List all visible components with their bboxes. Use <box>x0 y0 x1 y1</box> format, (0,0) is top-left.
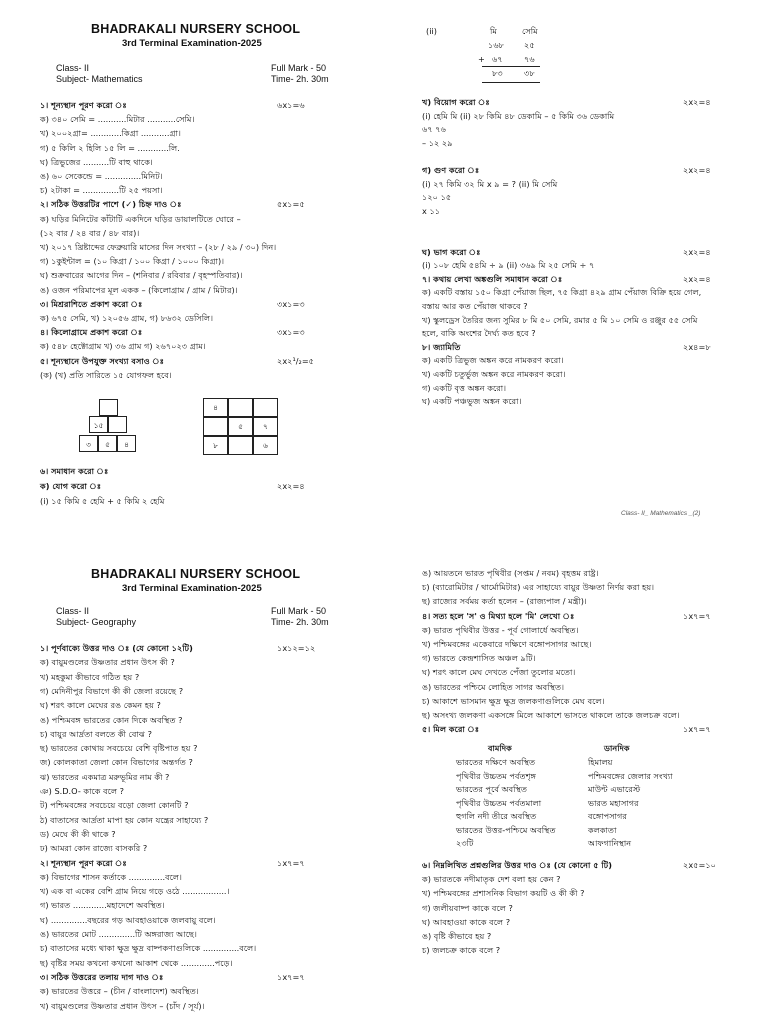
sum-line <box>482 66 540 67</box>
question-line: খ) পশ্চিমবঙ্গের একেবারে দক্ষিণে বঙ্গোপসাগর আছে। <box>422 639 592 649</box>
question-heading: ঘ) ভাগ করো ঃ <box>422 246 481 257</box>
question-line: ঙ) আয়তনে ভারত পৃথিবীর (সপ্তম / নবম) বৃহত্তম রাষ্ট্র। <box>422 568 599 578</box>
pyramid-cell: ৪ <box>117 435 136 452</box>
question-line: ট) পশ্চিমবঙ্গের সবচেয়ে বড়ো জেলা কোনটি ? <box>40 800 189 811</box>
question-heading: ১। পূর্ণবাক্যে উত্তর দাও ঃ (যে কোনো ১২টি) <box>40 643 193 653</box>
addition-value: ৮৩ <box>492 68 503 78</box>
question-heading: ৭। কথায় লেখা অঙ্কগুলি সমাধান করো ঃ <box>422 273 563 284</box>
match-right-item: ভারত মহাসাগর <box>588 797 639 808</box>
marks-label: ২x২=৪ <box>683 246 711 257</box>
question-line: খ) বায়ুমণ্ডলের উষ্ণতার প্রধান উৎস – (চাঁদ / সূর্য)। <box>40 1000 205 1011</box>
question-line: ঘ) ত্রিভুজের ..........টি বাহু থাকে। <box>40 156 153 167</box>
question-line: ক) ভারত পৃথিবীর উত্তর - পূর্ব গোলার্ধে অবস্থিত। <box>422 624 579 635</box>
time-label: Time- 2h. 30m <box>271 617 329 627</box>
question-heading: ৪। সত্য হলে 'স' ও মিথ্যা হলে 'মি' লেখো ঃ <box>422 610 575 621</box>
match-left-item: ভারতের উত্তর-পশ্চিমে অবস্থিত <box>456 824 556 835</box>
subject-label: Subject- Mathematics <box>56 74 143 84</box>
question-line: ঙ) ৬০ সেকেন্ডে = ..............মিনিট। <box>40 171 163 181</box>
match-right-item: বঙ্গোপসাগর <box>588 811 627 821</box>
addition-value: ১৬৮ <box>488 40 504 50</box>
question-line: খ) স্কুলড্রেস তৈরির জন্য সুমির ৮ মি ৫০ সেমি, রমার ৫ মি ১০ সেমি ও রঞ্জুর ৫৫ সেমি <box>422 314 698 325</box>
question-line: গ) একটি বৃত্ত অঙ্কন করো। <box>422 382 507 393</box>
question-line: চ) আকাশে ভাসমান ক্ষুদ্র ক্ষুদ্র জলকণাগুলিকে মেঘ বলে। <box>422 695 605 706</box>
match-header-right: ডানদিক <box>604 743 630 753</box>
plus-sign: + <box>478 54 485 64</box>
class-label: Class- II <box>56 63 90 73</box>
addition-label: (ii) <box>426 26 437 36</box>
match-right-item: হিমালয় <box>588 757 613 767</box>
question-line: খ) ২০১৭ খ্রিষ্টাব্দের ফেব্রুয়ারি মাসের দিন সংখ্যা – (২৮ / ২৯ / ৩০) দিন। <box>40 242 277 252</box>
question-line: ঘ) ..............বছরের গড় আবহাওয়াকে জলবায়ু বলে। <box>40 914 216 925</box>
addition-value: ৬৭ <box>492 54 503 64</box>
match-left-item: ২৩টি <box>456 838 474 848</box>
class-label: Class- II <box>56 606 90 616</box>
question-line: ঝ) ভারতের একমাত্র মরুভূমির নাম কী ? <box>40 771 170 782</box>
match-right-item: কলকাতা <box>588 824 617 835</box>
sum-line <box>482 82 540 83</box>
full-mark-label: Full Mark - 50 <box>271 63 327 73</box>
question-heading: খ) বিয়োগ করো ঃ <box>422 97 490 107</box>
question-line: চ) (ব্যারোমিটার / থার্মোমিটার) এর সাহায্যে বায়ুর উষ্ণতা নির্ণয় করা হয়। <box>422 582 655 593</box>
question-line: গ) জলীয়বাষ্প কাকে বলে ? <box>422 902 513 913</box>
marks-label: ৬x১=৬ <box>277 100 305 110</box>
question-line: ক) ভারতকে নদীমাতৃক দেশ বলা হয় কেন ? <box>422 874 561 885</box>
marks-label: ২x২=৪ <box>683 97 711 107</box>
question-line: ক) বিভাগের শাসন কর্তাকে ..............বলে। <box>40 871 182 882</box>
question-heading: গ) গুণ করো ঃ <box>422 165 480 175</box>
magic-square-cell <box>228 398 253 417</box>
marks-label: ১x৭=৭ <box>277 857 305 868</box>
magic-square-cell <box>253 398 278 417</box>
question-line: ঙ) ভারতের পশ্চিমে লোহিত সাগর অবস্থিত। <box>422 681 565 692</box>
question-line: (i) ২৭ কিমি ৩২ মি x ৯ = ? (ii) মি সেমি <box>422 178 558 189</box>
pyramid-cell: ৫ <box>98 435 117 452</box>
question-heading: ২। শূন্যস্থান পূরণ করো ঃ <box>40 857 127 868</box>
exam-title: 3rd Terminal Examination-2025 <box>122 38 262 49</box>
question-heading: ৬। সমাধান করো ঃ <box>40 466 109 476</box>
magic-square-cell: ৭ <box>253 417 278 436</box>
question-heading: ক) যোগ করো ঃ <box>40 481 102 491</box>
question-line: ঢ) আমরা কোন রাজ্যে বাসকরি ? <box>40 843 148 854</box>
question-line: খ) একটি চতুর্ভুজ অঙ্কন করে নামকরণ করো। <box>422 369 566 379</box>
question-line: খ) পশ্চিমবঙ্গের প্রশাসনিক বিভাগ কয়টি ও কী কী ? <box>422 888 585 899</box>
question-line: গ) ৫ কিলি ২ হিলি ১৫ লি = ............লি. <box>40 142 180 153</box>
match-left-item: পৃথিবীর উচ্চতম পর্বতশৃঙ্গ <box>456 770 536 781</box>
question-line: (i) ১৫ কিমি ৫ হেমি + ৫ কিমি ২ হেমি <box>40 496 165 506</box>
pyramid-cell <box>108 416 127 433</box>
magic-square-cell <box>228 436 253 455</box>
exam-title: 3rd Terminal Examination-2025 <box>122 583 262 594</box>
magic-square-cell: ৬ <box>253 436 278 455</box>
question-line: গ) মেদিনীপুর বিভাগে কী কী জেলা রয়েছে ? <box>40 685 184 696</box>
marks-label: ২x২¹/₂=৫ <box>277 355 314 366</box>
question-line: ঘ) শরৎ কালে মেঘ দেখতে পেঁজা তুলোর মতো। <box>422 667 576 678</box>
marks-label: ৫x১=৫ <box>277 199 305 210</box>
question-line: ক) একটি ত্রিভুজ অঙ্কন করে নামকরণ করো। <box>422 355 564 366</box>
question-line: ঘ) আবহাওয়া কাকে বলে ? <box>422 916 511 927</box>
question-line: গ) ভারত .............মহাদেশে অবস্থিত। <box>40 900 165 911</box>
page-footer: Class- II_ Mathematics _(2) <box>621 510 701 517</box>
magic-square-cell: ৪ <box>203 398 228 417</box>
question-line: ক) ৬৭৫ সেমি, খ) ১২০৫৬ গ্রাম, গ) ৮৬৩২ ডেসিলি। <box>40 313 214 323</box>
question-line: (i) ১০৮ হেমি ৫৪মি ÷ ৯ (ii) ৩৬৯ মি ২৫ সেমি ÷ ৭ <box>422 260 595 271</box>
marks-label: ২x২=৪ <box>683 273 711 284</box>
pyramid-cell: ১৫ <box>89 416 108 433</box>
question-line: ৬৭ ৭৬ <box>422 124 446 135</box>
addition-value: ২৫ <box>524 40 535 50</box>
match-left-item: পৃথিবীর উচ্চতম পর্বতমালা <box>456 797 542 808</box>
question-heading: ৬। নিম্নলিখিত প্রশ্নগুলির উত্তর দাও ঃ (যে কোনো ৫ টি) <box>422 860 612 870</box>
question-line: ঘ) একটি পঞ্চভুজ অঙ্কন করো। <box>422 396 522 407</box>
pyramid-cell: ৩ <box>79 435 98 452</box>
marks-label: ৩x১=৩ <box>277 327 305 338</box>
school-name: BHADRAKALI NURSERY SCHOOL <box>91 22 301 36</box>
question-heading: ৩। মিশ্ররাশিতে প্রকাশ করো ঃ <box>40 298 143 309</box>
question-line: (ক) (খ) প্রতি সারিতে ১৫ যোগফল হবে। <box>40 369 172 380</box>
match-left-item: ভারতের পূর্বে অবস্থিত <box>456 784 528 794</box>
marks-label: ২x২=৪ <box>683 165 711 175</box>
match-left-item: হুগলি নদী তীরে অবস্থিত <box>456 811 537 821</box>
question-line: ঘ) শুক্রবারের আগের দিন – (শনিবার / রবিবার / বৃহস্পতিবার)। <box>40 270 243 281</box>
question-line: ঙ) ভারতের মোট ..............টি অঙ্গরাজ্য আছে। <box>40 929 197 939</box>
marks-label: ১x৭=৭ <box>683 610 711 621</box>
school-name: BHADRAKALI NURSERY SCHOOL <box>91 567 301 581</box>
question-line: খ) এক বা একের বেশি গ্রাম নিয়ে গড়ে ওঠে .................। <box>40 886 230 897</box>
question-line: – ১২ ২৯ <box>422 137 453 148</box>
magic-square-cell <box>203 417 228 436</box>
match-right-item: মাউন্ট এভারেস্ট <box>588 784 641 794</box>
question-line: ঙ) বৃষ্টি কীভাবে হয় ? <box>422 931 492 941</box>
marks-label: ১x৭=৭ <box>683 724 711 735</box>
question-line: ড) মেঘে কী কী থাকে ? <box>40 828 116 839</box>
question-line: খ) ২০০২গ্রা= ............কিগ্রা ...........গ্রা। <box>40 128 181 139</box>
subject-label: Subject- Geography <box>56 617 137 627</box>
match-left-item: ভারতের দক্ষিণে অবস্থিত <box>456 757 536 767</box>
question-line: ক) ৫৪৮ হেক্টোগ্রাম খ) ৩৬ গ্রাম গ) ২৬৭০২৩ গ্রাম। <box>40 341 206 352</box>
magic-square-cell: ৮ <box>203 436 228 455</box>
question-line: ১২০ ১৫ <box>422 192 452 203</box>
addition-value: ৩৮ <box>524 68 535 78</box>
question-line: গ) ১কুইন্টাল = (১০ কিগ্রা / ১০০ কিগ্রা / ১০০০ কিগ্রা)। <box>40 256 225 267</box>
question-line: ছ) ভারতের কোথায় সবচেয়ে বেশি বৃষ্টিপাত হয় ? <box>40 743 198 754</box>
question-heading: ৮। জ্যামিতি <box>422 341 461 352</box>
question-line: চ) ২টাকা = ..............টি ২৫ পয়সা। <box>40 185 163 196</box>
question-line: (i) হেমি মি (ii) ২৮ কিমি ৪৮ ডেকামি – ৫ কিমি ৩৬ ডেকামি <box>422 110 615 121</box>
marks-label: ২x২=৪ <box>277 481 305 491</box>
question-line: ক) ভারতের উত্তরে – (চীন / বাংলাদেশ) অবস্থিত। <box>40 986 199 997</box>
match-right-item: পশ্চিমবঙ্গের জেলার সংখ্যা <box>588 770 673 781</box>
addition-value: ৭৬ <box>524 54 535 64</box>
question-line: ছ) অসংখ্য জলকণা একসঙ্গে মিলে আকাশে ভাসতে থাকলে তাকে জলচক্র বলে। <box>422 710 680 720</box>
marks-label: ১x১২=১২ <box>277 643 316 653</box>
question-line: চ) বায়ুর আর্দ্রতা বলতে কী বোঝ ? <box>40 728 152 739</box>
magic-square-cell: ৫ <box>228 417 253 436</box>
geography-question-page <box>0 530 768 1024</box>
marks-label: ১x৭=৭ <box>277 971 305 982</box>
time-label: Time- 2h. 30m <box>271 74 329 84</box>
question-line: x ১১ <box>422 205 441 216</box>
question-line: ঞ) S.D.O- কাকে বলে ? <box>40 786 124 796</box>
addition-header-cm: সেমি <box>522 26 538 36</box>
question-heading: ১। শূন্যস্থান পূরণ করো ঃ <box>40 100 127 110</box>
question-line: ক) ঘড়ির মিনিটের কাঁটাটি একদিনে ঘড়ির ডায়ালটিতে ঘোরে – <box>40 213 241 224</box>
question-line: ক) বায়ুমণ্ডলের উষ্ণতার প্রধান উৎস কী ? <box>40 657 175 668</box>
match-header-left: বামদিক <box>488 743 512 753</box>
question-line: ছ) রাজ্যের সর্বময় কর্তা হলেন – (রাজ্যপাল / মন্ত্রী)। <box>422 596 587 607</box>
match-right-item: আফগানিস্থান <box>588 838 632 848</box>
question-line: (১২ বার / ২৪ বার / ৪৮ বার)। <box>40 227 140 238</box>
question-line: ঙ) ওজন পরিমাপের মূল একক – (কিলোগ্রাম / গ্রাম / মিটার)। <box>40 284 238 295</box>
question-line: ক) ৩৪০ সেমি = ...........মিটার ...........সেমি। <box>40 114 195 125</box>
question-heading: ৫। মিল করো ঃ <box>422 724 480 735</box>
marks-label: ২x৫=১০ <box>683 860 716 870</box>
marks-label: ৩x১=৩ <box>277 298 305 309</box>
question-line: হলে, বাকি অংশের দৈর্ঘ্য কত হবে ? <box>422 328 536 339</box>
question-line: ঙ) পশ্চিমবঙ্গ ভারতের কোন দিকে অবস্থিত ? <box>40 714 183 725</box>
question-line: ছ) বৃষ্টির সময় কখনো কখনো আকাশ থেকে .............পড়ে। <box>40 957 233 968</box>
question-line: ঘ) শরৎ কালে মেঘের রঙ কেমন হয় ? <box>40 700 161 711</box>
full-mark-label: Full Mark - 50 <box>271 606 327 616</box>
question-line: জ) কোলকাতা জেলা কোন বিভাগের অন্তর্গত ? <box>40 757 193 768</box>
addition-header-m: মি <box>490 26 497 36</box>
question-heading: ৩। সঠিক উত্তরের তলায় দাগ দাও ঃ <box>40 971 164 982</box>
question-heading: ২। সঠিক উত্তরটির পাশে (✓) চিহ্ন দাও ঃ <box>40 199 182 210</box>
question-line: গ) ভারতে কেন্দ্রশাসিত অঞ্চল ৯টি। <box>422 653 536 664</box>
question-line: বস্তায় আর কত পেঁয়াজ থাকবে ? <box>422 301 528 311</box>
question-heading: ৪। কিলোগ্রামে প্রকাশ করো ঃ <box>40 327 143 338</box>
question-line: ঠ) বাতাসের আর্দ্রতা মাপা হয় কোন যন্ত্রের সাহায্যে ? <box>40 814 209 825</box>
marks-label: ২x৪=৮ <box>683 341 711 352</box>
question-line: চ) জলচক্র কাকে বলে ? <box>422 945 501 956</box>
question-line: ক) একটি বস্তায় ১৫০ কিগ্রা পেঁয়াজ ছিল, ৭৫ কিগ্রা ৪২৯ গ্রাম পেঁয়াজ বিক্রি হয়ে গেল, <box>422 287 702 298</box>
question-heading: ৫। শূন্যস্থানে উপযুক্ত সংখ্যা বসাও ঃ <box>40 355 165 366</box>
question-line: খ) মহকুমা কীভাবে গঠিত হয় ? <box>40 671 140 682</box>
question-line: চ) বাতাসের মধ্যে থাকা ক্ষুদ্র ক্ষুদ্র বাষ্পকণাগুলিকে ..............বলে। <box>40 943 257 954</box>
pyramid-top-cell <box>99 399 118 416</box>
